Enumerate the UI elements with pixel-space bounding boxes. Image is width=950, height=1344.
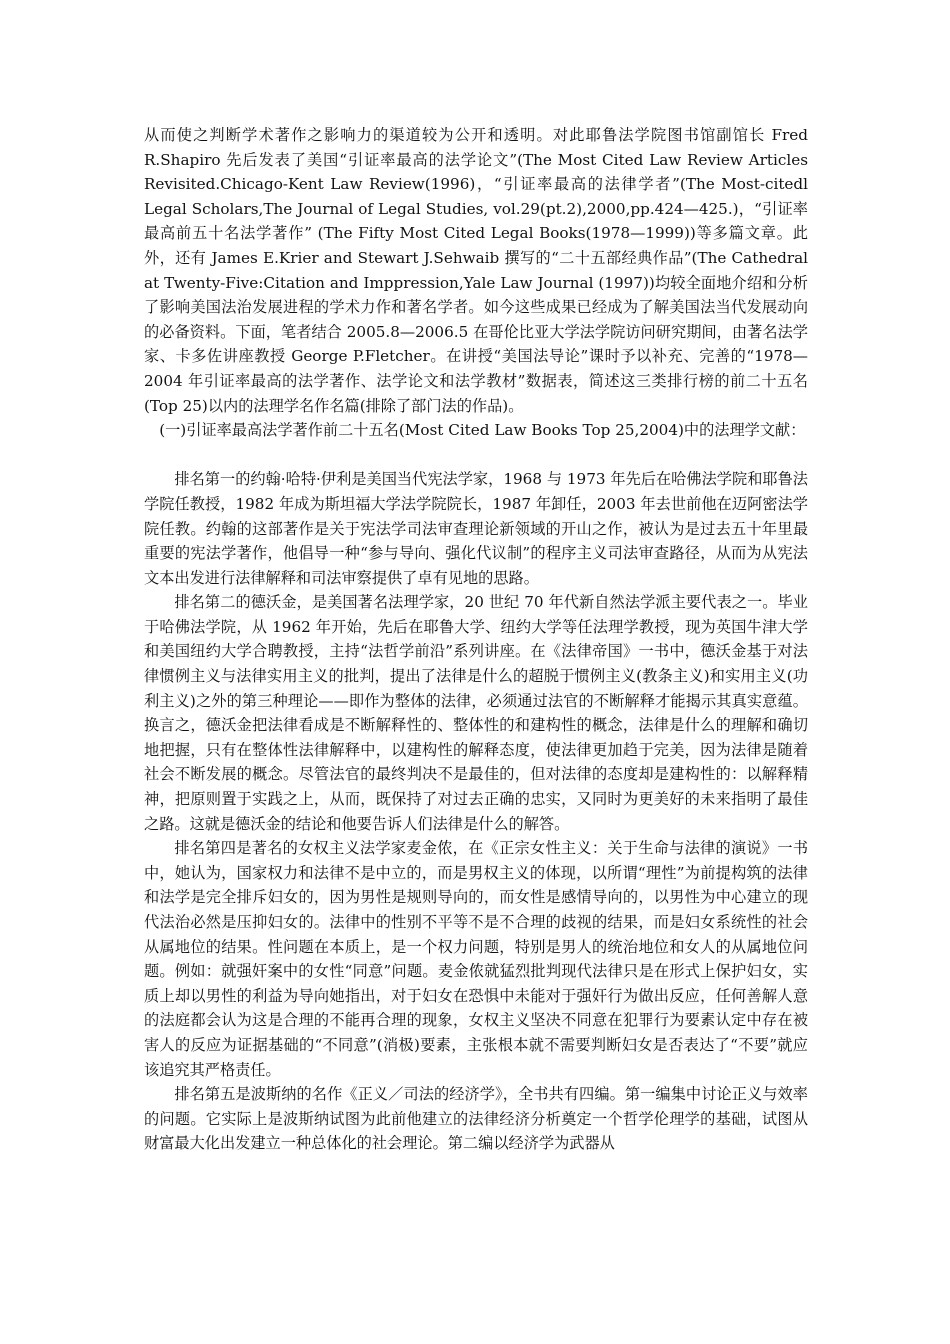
body-paragraph-dworkin: 排名第二的德沃金，是美国著名法理学家，20 世纪 70 年代新自然法学派主要代表之一。毕业于哈佛法学院，从 1962 年开始，先后在耶鲁大学、纽约大学等任法理学教授，现为英国牛津大学和美国纽约大学合聘教授，主持“法哲学前沿”系列讲座。在《法律帝国》一书中，德沃金基于对法律惯例主义与法律实用主义的批判，提出了法律是什么的超脱于惯例主义(教条主义)和实用主义(功利主义)之外的第三种理论——即作为整体的法律，必须通过法官的不断解释才能揭示其真实意蕴。换言之，德沃金把法律看成是不断解释性的、整体性的和建构性的概念，法律是什么的理解和确切地把握，只有在整体性法律解释中，以建构性的解释态度，使法律更加趋于完美，因为法律是随着社会不断发展的概念。尽管法官的最终判决不是最佳的，但对法律的态度却是建构性的：以解释精神，把原则置于实践之上，从而，既保持了对过去正确的忠实，又同时为更美好的未来指明了最佳之路。这就是德沃金的结论和他要告诉人们法律是什么的解答。 <box>144 593 808 833</box>
section-heading: (一)引证率最高法学著作前二十五名(Most Cited Law Books Top 25,2004)中的法理学文献： <box>159 421 806 440</box>
intro-paragraph: 从而使之判断学术著作之影响力的渠道较为公开和透明。对此耶鲁法学院图书馆副馆长 Fred R.Shapiro 先后发表了美国“引证率最高的法学论文”(The Most Cited Law Review Articles Revisited.Chicago-Kent Law Review(1996)，“引证率最高的法律学者”(The Most-citedl Legal Scholars,The Journal of Legal Studies, vol.29(pt.2),2000,pp.424—425.)，“引证率最高前五十名法学著作” (The Fifty Most Cited Legal Books(1978—1999))等多篇文章。此外，还有 James E.Krier and Stewart J.Sehwaib 撰写的“二十五部经典作品”(The Cathedral at Twenty-Five:Citation and Imppression,Yale Law Journal (1997))均较全面地介绍和分析了影响美国法治发展进程的学术力作和著名学者。如今这些成果已经成为了解美国法当代发展动向的必备资料。下面，笔者结合 2005.8—2006.5 在哥伦比亚大学法学院访问研究期间，由著名法学家、卡多佐讲座教授 George P.Fletcher。在讲授“美国法导论”课时予以补充、完善的“1978—2004 年引证率最高的法学著作、法学论文和法学教材”数据表，简述这三类排行榜的前二十五名(Top 25)以内的法理学名作名篇(排除了部门法的作品)。 <box>144 126 808 415</box>
body-paragraph-mackinnon: 排名第四是著名的女权主义法学家麦金侬，在《正宗女性主义：关于生命与法律的演说》一书中，她认为，国家权力和法律不是中立的，而是男权主义的体现，以所谓“理性”为前提构筑的法律和法学是完全排斥妇女的，因为男性是规则导向的，而女性是感情导向的，以男性为中心建立的现代法治必然是压抑妇女的。法律中的性别不平等不是不合理的歧视的结果，而是妇女系统性的社会从属地位的结果。性问题在本质上，是一个权力问题，特别是男人的统治地位和女人的从属地位问题。例如：就强奸案中的女性“同意”问题。麦金侬就猛烈批判现代法律只是在形式上保护妇女，实质上却以男性的利益为导向她指出，对于妇女在恐惧中未能对于强奸行为做出反应，任何善解人意的法庭都会认为这是合理的不能再合理的现象，女权主义坚决不同意在犯罪行为要素认定中存在被害人的反应为证据基础的“不同意”(消极)要素，主张根本就不需要判断妇女是否表达了“不要”就应该追究其严格责任。 <box>144 839 808 1079</box>
body-paragraph-posner: 排名第五是波斯纳的名作《正义／司法的经济学》，全书共有四编。第一编集中讨论正义与效率的问题。它实际上是波斯纳试图为此前他建立的法律经济分析奠定一个哲学伦理学的基础，试图从财富最大化出发建立一种总体化的社会理论。第二编以经济学为武器从 <box>144 1085 808 1153</box>
body-paragraph-ely: 排名第一的约翰·哈特·伊利是美国当代宪法学家，1968 与 1973 年先后在哈佛法学院和耶鲁法学院任教授，1982 年成为斯坦福大学法学院院长，1987 年卸任，2003 年去世前他在迈阿密法学院任教。约翰的这部著作是关于宪法学司法审查理论新领域的开山之作，被认为是过去五十年里最重要的宪法学著作，他倡导一种“参与导向、强化代议制”的程序主义司法审查路径，从而为从宪法文本出发进行法律解释和司法审察提供了卓有见地的思路。 <box>144 470 808 587</box>
blank-line <box>144 443 808 468</box>
document-page <box>144 123 808 1156</box>
